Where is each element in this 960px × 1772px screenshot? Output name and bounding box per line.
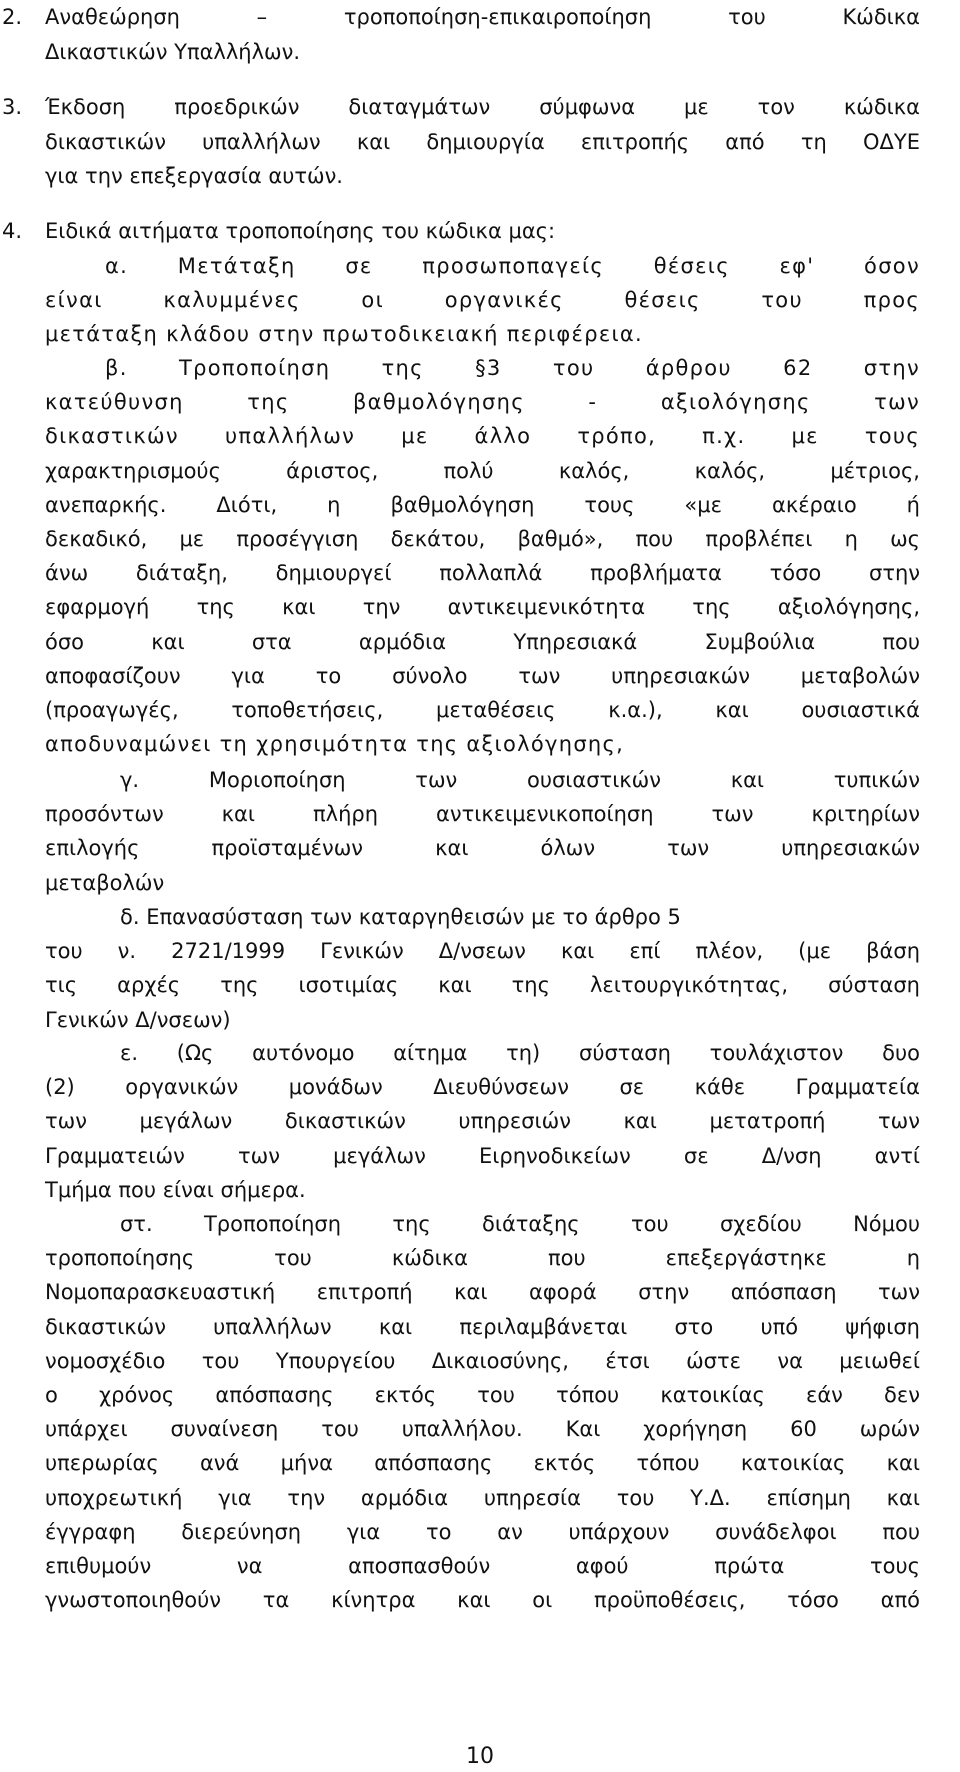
text-line: στ. Τροποποίηση της διάταξης του σχεδίου Νόμου — [120, 1212, 920, 1236]
text-line: τροποποίησης του κώδικα που επεξεργάστηκε η — [45, 1246, 920, 1271]
text-line: Τμήμα που είναι σήμερα. — [45, 1177, 306, 1202]
text-line: τις αρχές της ισοτιμίας και της λειτουργικότητας, σύσταση — [45, 973, 920, 998]
text-line: δικαστικών υπαλλήλων με άλλο τρόπο, π.χ. με τους — [45, 424, 920, 449]
text-line: Γραμματειών των μεγάλων Ειρηνοδικείων σε Δ/νση αντί — [45, 1143, 920, 1168]
text-line: ε. (Ως αυτόνομο αίτημα τη) σύσταση τουλάχιστον δυο — [120, 1041, 920, 1065]
text-line: για την επεξεργασία αυτών. — [45, 164, 343, 189]
text-line: όσο και στα αρμόδια Υπηρεσιακά Συμβούλια που — [45, 629, 920, 654]
text-line: δικαστικών υπαλλήλων και περιλαμβάνεται στο υπό ψήφιση — [45, 1314, 920, 1339]
text-line: (2) οργανικών μονάδων Διευθύνσεων σε κάθε Γραμματεία — [45, 1075, 920, 1100]
text-line: Γενικών Δ/νσεων) — [45, 1007, 231, 1032]
text-line: είναι καλυμμένες οι οργανικές θέσεις του προς — [45, 288, 920, 313]
subitem-e — [45, 1036, 920, 1207]
text-line: υποχρεωτική για την αρμόδια υπηρεσία του Υ.Δ. επίσημη και — [45, 1485, 920, 1510]
text-line: εφαρμογή της και την αντικειμενικότητα της αξιολόγησης, — [45, 595, 920, 620]
item-number: 4. — [2, 219, 23, 243]
text-line: υπερωρίας ανά μήνα απόσπασης εκτός τόπου κατοικίας και — [45, 1451, 920, 1476]
text-line: γ. Μοριοποίηση των ουσιαστικών και τυπικών — [120, 768, 920, 792]
text-line: (προαγωγές, τοποθετήσεις, μεταθέσεις κ.α.), και ουσιαστικά — [45, 698, 920, 723]
text-line: υπάρχει συναίνεση του υπαλλήλου. Και χορήγηση 60 ωρών — [45, 1417, 920, 1442]
text-line: προσόντων και πλήρη αντικειμενικοποίηση των κριτηρίων — [45, 802, 920, 827]
text-line: δικαστικών υπαλλήλων και δημιουργία επιτροπής από τη ΟΔΥΕ — [45, 129, 920, 154]
text-line: άνω διάταξη, δημιουργεί πολλαπλά προβλήματα τόσο στην — [45, 561, 920, 586]
text-line: επιλογής προϊσταμένων και όλων των υπηρεσιακών — [45, 836, 920, 861]
subitem-b — [45, 351, 920, 761]
text-line: ανεπαρκής. Διότι, η βαθμολόγηση τους «με ακέραιο ή — [45, 492, 920, 517]
text-line: νομοσχέδιο του Υπουργείου Δικαιοσύνης, έτσι ώστε να μειωθεί — [45, 1348, 920, 1373]
text-line: ο χρόνος απόσπασης εκτός του τόπου κατοικίας εάν δεν — [45, 1383, 920, 1408]
text-line: γνωστοποιηθούν τα κίνητρα και οι προϋποθέσεις, τόσο από — [45, 1588, 920, 1613]
text-line: των μεγάλων δικαστικών υπηρεσιών και μετατροπή των — [45, 1109, 920, 1134]
item-number: 2. — [2, 5, 23, 29]
subitem-c — [45, 763, 920, 900]
text-line: Δικαστικών Υπαλλήλων. — [45, 39, 301, 64]
page-number: 10 — [466, 1744, 494, 1769]
text-line: χαρακτηρισμούς άριστος, πολύ καλός, καλός, μέτριος, — [45, 458, 920, 483]
text-line: μετάταξη κλάδου στην πρωτοδικειακή περιφέρεια. — [45, 322, 643, 347]
text-line: Ειδικά αιτήματα τροποποίησης του κώδικα μας: — [45, 219, 556, 243]
subitem-f — [45, 1207, 920, 1617]
text-line: δ. Επανασύσταση των καταργηθεισών με το άρθρο 5 — [120, 905, 681, 929]
text-line: αποφασίζουν για το σύνολο των υπηρεσιακών μεταβολών — [45, 663, 920, 688]
text-line: επιθυμούν να αποσπασθούν αφού πρώτα τους — [45, 1554, 920, 1579]
item-text — [45, 214, 920, 249]
item-text — [45, 90, 920, 194]
text-line: μεταβολών — [45, 870, 165, 895]
text-line: α. Μετάταξη σε προσωποπαγείς θέσεις εφ' όσον — [105, 254, 920, 278]
text-line: έγγραφη διερεύνηση για το αν υπάρχουν συνάδελφοι που — [45, 1519, 920, 1544]
item-number: 3. — [2, 95, 23, 119]
text-line: β. Τροποποίηση της §3 του άρθρου 62 στην — [105, 356, 920, 380]
subitem-a — [45, 249, 920, 352]
text-line: αποδυναμώνει τη χρησιμότητα της αξιολόγησης, — [45, 732, 625, 757]
text-line: κατεύθυνση της βαθμολόγησης - αξιολόγησης των — [45, 390, 920, 415]
text-line: Αναθεώρηση – τροποποίηση-επικαιροποίηση του Κώδικα — [45, 5, 920, 29]
text-line: Νομοπαρασκευαστική επιτροπή και αφορά στην απόσπαση των — [45, 1280, 920, 1305]
subitem-d — [45, 900, 920, 1037]
text-line: του ν. 2721/1999 Γενικών Δ/νσεων και επί πλέον, (με βάση — [45, 939, 920, 964]
item-text — [45, 0, 920, 69]
text-line: Έκδοση προεδρικών διαταγμάτων σύμφωνα με τον κώδικα — [45, 95, 920, 119]
text-line: δεκαδικό, με προσέγγιση δεκάτου, βαθμό», που προβλέπει η ως — [45, 527, 920, 552]
